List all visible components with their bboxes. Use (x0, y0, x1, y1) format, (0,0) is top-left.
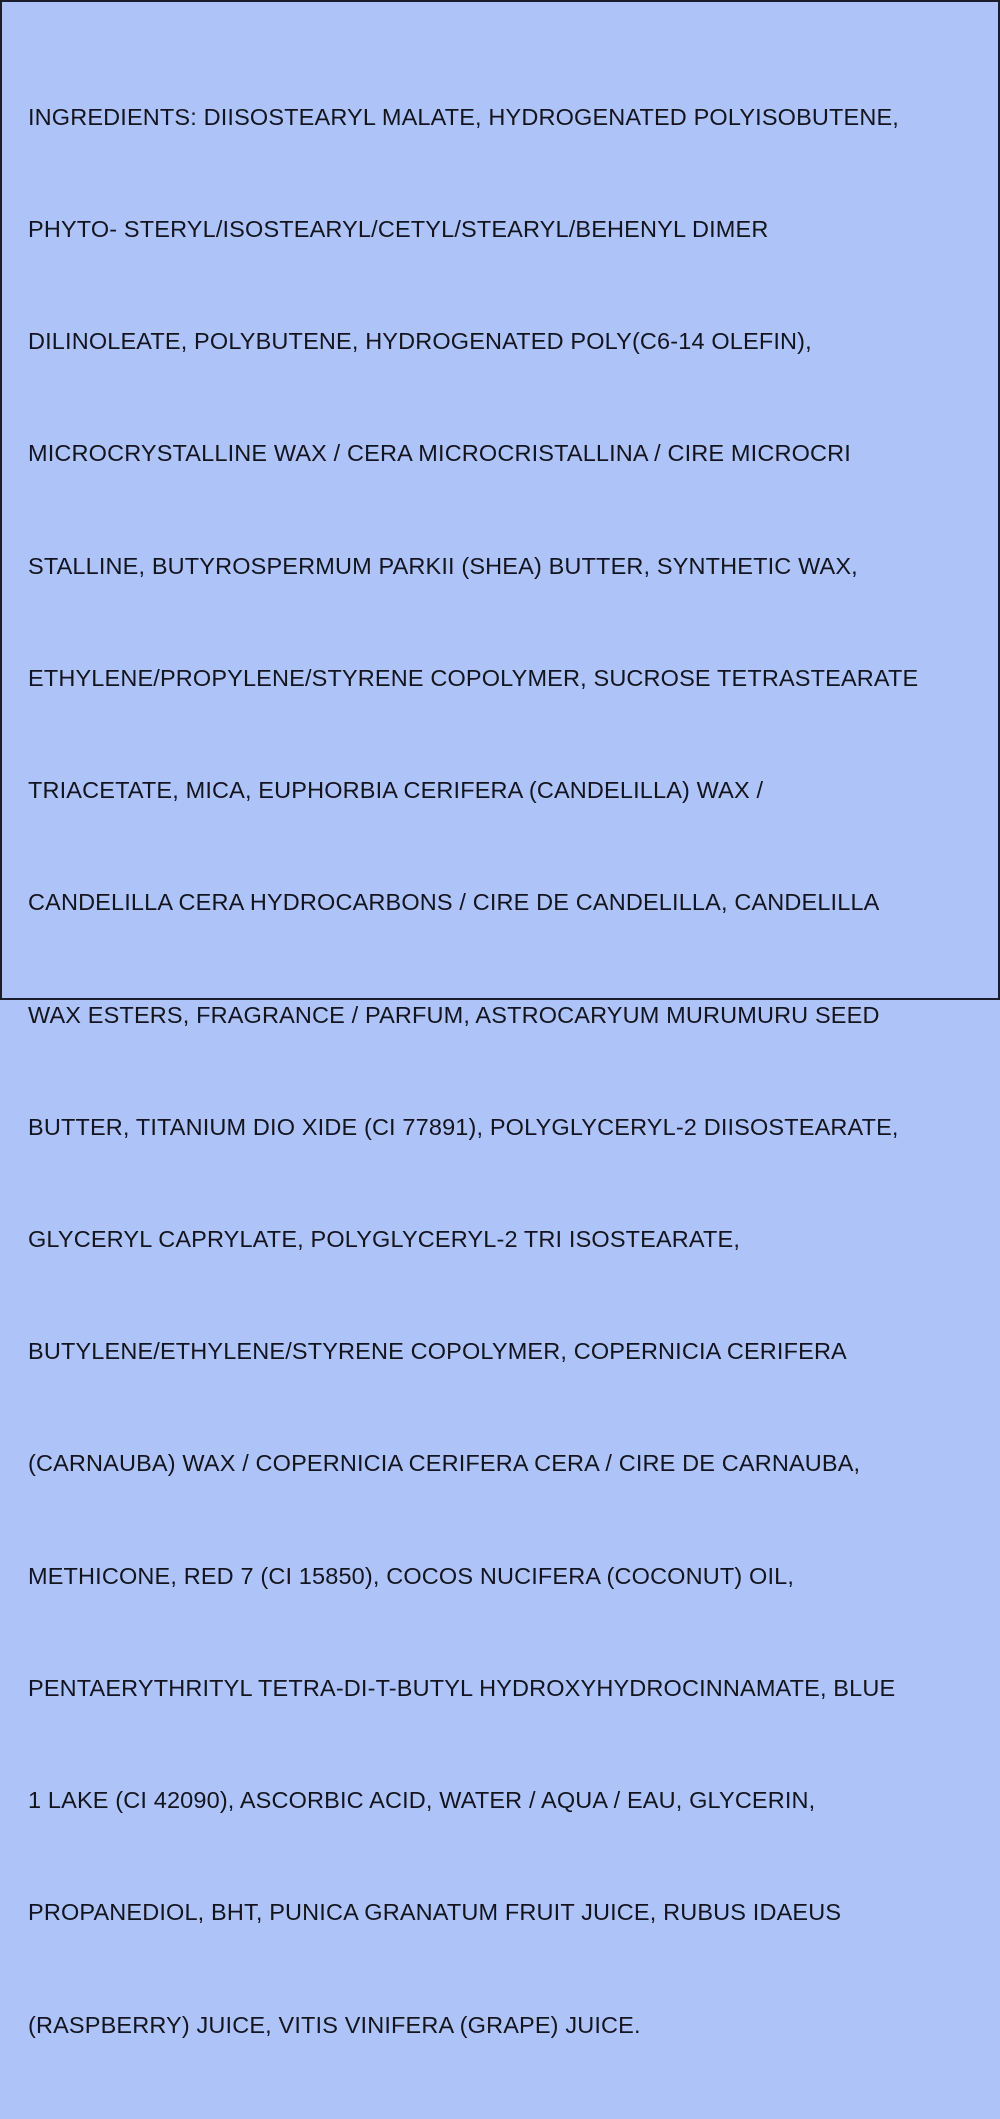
ingredients-line: STALLINE, BUTYROSPERMUM PARKII (SHEA) BUTTER, SYNTHETIC WAX, (28, 552, 858, 579)
ingredients-line: 1 LAKE (CI 42090), ASCORBIC ACID, WATER / AQUA / EAU, GLYCERIN, (28, 1787, 816, 1814)
ingredients-line: GLYCERYL CAPRYLATE, POLYGLYCERYL-2 TRI ISOSTEARATE, (28, 1226, 741, 1252)
ingredients-line: METHICONE, RED 7 (CI 15850), COCOS NUCIFERA (COCONUT) OIL, (28, 1562, 795, 1589)
ingredients-line: MICROCRYSTALLINE WAX / CERA MICROCRISTALLINA / CIRE MICROCRI (28, 440, 851, 467)
ingredients-line: WAX ESTERS, FRAGRANCE / PARFUM, ASTROCARYUM MURUMURU SEED (28, 1001, 880, 1028)
ingredients-line: INGREDIENTS: DIISOSTEARYL MALATE, HYDROGENATED POLYISOBUTENE, (28, 103, 899, 130)
ingredients-line: PHYTO- STERYL/ISOSTEARYL/CETYL/STEARYL/BEHENYL DIMER (28, 216, 769, 243)
ingredients-line: TRIACETATE, MICA, EUPHORBIA CERIFERA (CANDELILLA) WAX / (28, 777, 764, 804)
ingredients-line: BUTTER, TITANIUM DIO XIDE (CI 77891), POLYGLYCERYL-2 DIISOSTEARATE, (28, 1113, 899, 1140)
ingredients-line: (RASPBERRY) JUICE, VITIS VINIFERA (GRAPE) JUICE. (28, 2011, 641, 2038)
ingredients-line: PENTAERYTHRITYL TETRA-DI-T-BUTYL HYDROXYHYDROCINNAMATE, BLUE (28, 1674, 896, 1701)
ingredients-text-block (28, 24, 972, 2119)
ingredients-line: CANDELILLA CERA HYDROCARBONS / CIRE DE CANDELILLA, CANDELILLA (28, 889, 880, 916)
ingredients-line: BUTYLENE/ETHYLENE/STYRENE COPOLYMER, COPERNICIA CERIFERA (28, 1338, 847, 1365)
ingredients-line: PROPANEDIOL, BHT, PUNICA GRANATUM FRUIT JUICE, RUBUS IDAEUS (28, 1899, 842, 1926)
ingredients-line: (CARNAUBA) WAX / COPERNICIA CERIFERA CERA / CIRE DE CARNAUBA, (28, 1450, 861, 1477)
ingredients-line: DILINOLEATE, POLYBUTENE, HYDROGENATED POLY(C6-14 OLEFIN), (28, 328, 812, 355)
ingredients-line: ETHYLENE/PROPYLENE/STYRENE COPOLYMER, SUCROSE TETRASTEARATE (28, 664, 919, 691)
